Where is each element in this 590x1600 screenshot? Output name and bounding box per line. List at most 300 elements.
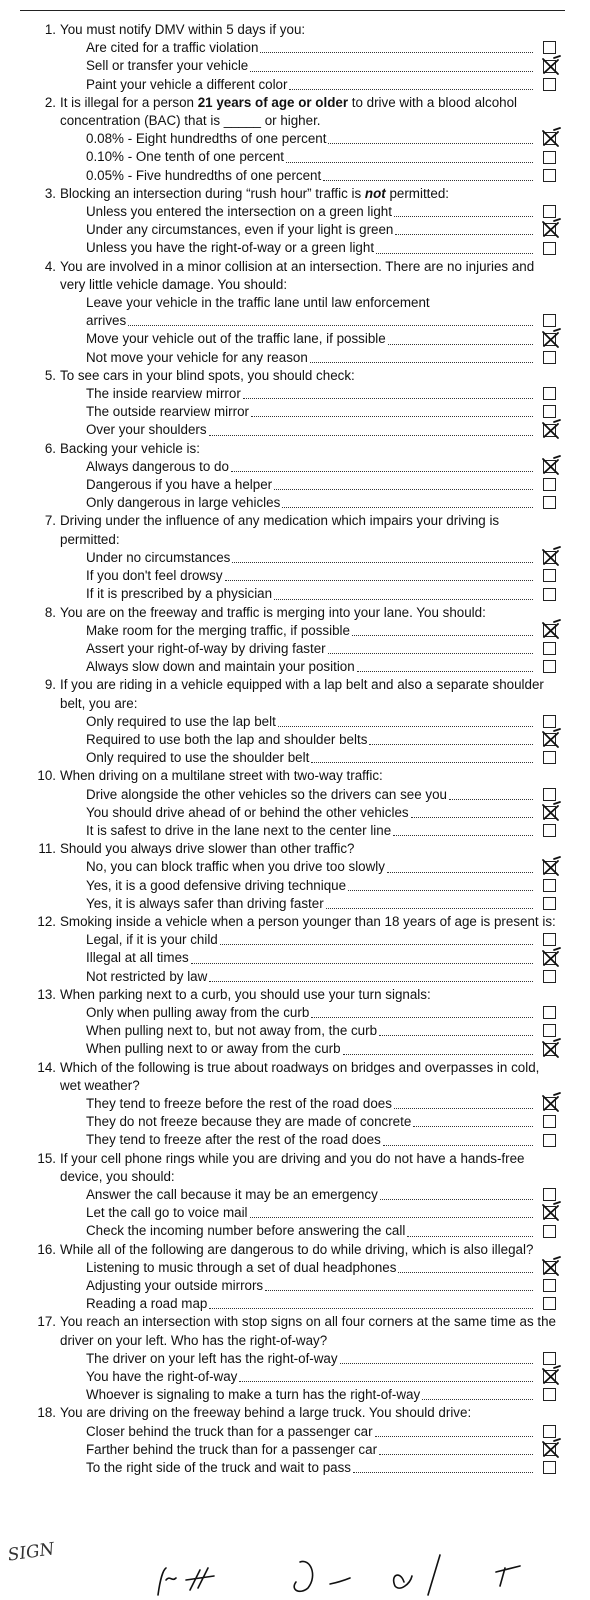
dot-leader: [250, 1216, 533, 1218]
dot-leader: [343, 1053, 533, 1055]
answer-option[interactable]: [86, 1004, 560, 1022]
question-14: [30, 1059, 560, 1150]
checkbox-checked[interactable]: [543, 1097, 556, 1110]
question-text: You reach an intersection with stop signs on all four corners at the same time as the driver on your left. Who has the right-of-way?: [60, 1314, 556, 1348]
question-number: 2.: [44, 94, 56, 110]
dot-leader: [260, 51, 533, 53]
answer-option[interactable]: [86, 585, 560, 603]
answer-option[interactable]: [86, 458, 560, 476]
sign-label: SIGN: [6, 1539, 56, 1566]
check-mark-icon: [540, 419, 562, 441]
checkbox[interactable]: [543, 205, 556, 218]
question-11: [30, 840, 560, 913]
checkbox-checked[interactable]: [543, 223, 556, 236]
checkbox[interactable]: [543, 642, 556, 655]
checkbox-checked[interactable]: [543, 806, 556, 819]
answer-option[interactable]: [86, 1131, 560, 1149]
checkbox[interactable]: [543, 1352, 556, 1365]
answer-label: They tend to freeze after the rest of the road does: [86, 1132, 381, 1148]
checkbox[interactable]: [543, 1388, 556, 1401]
dot-leader: [286, 161, 533, 163]
answer-label: 0.05% - Five hundredths of one percent: [86, 167, 322, 183]
dot-leader: [379, 1034, 533, 1036]
answer-option[interactable]: [86, 968, 560, 986]
checkbox[interactable]: [543, 1134, 556, 1147]
answer-label: You have the right-of-way: [86, 1369, 238, 1385]
answer-option[interactable]: [86, 749, 560, 767]
dot-leader: [243, 397, 533, 399]
check-mark-icon: [540, 218, 562, 240]
checkbox-checked[interactable]: [543, 1370, 556, 1383]
check-mark-icon: [540, 801, 562, 823]
dot-leader: [380, 1198, 533, 1200]
question-text: If you are riding in a vehicle equipped with a lap belt and also a separate shoulder belt, you are:: [60, 677, 544, 711]
question-text: You are on the freeway and traffic is merging into your lane. You should:: [60, 604, 486, 620]
answer-label: They tend to freeze before the rest of the road does: [86, 1095, 392, 1111]
question-text: It is illegal for a person 21 years of age or older to drive with a blood alcohol concentration (BAC) that is _____ or higher.: [60, 94, 518, 129]
answer-option[interactable]: [86, 494, 560, 512]
answer-option[interactable]: [86, 658, 560, 676]
question-3: [30, 185, 560, 258]
dot-leader: [191, 962, 533, 964]
question-text-row: [30, 1059, 560, 1095]
answer-option[interactable]: [86, 57, 560, 75]
dot-leader: [369, 743, 533, 745]
answer-option[interactable]: [86, 549, 560, 567]
answer-label: The driver on your left has the right-of-way: [86, 1350, 338, 1366]
checkbox[interactable]: [543, 1297, 556, 1310]
checkbox[interactable]: [543, 824, 556, 837]
answer-label: Only required to use the lap belt: [86, 713, 276, 729]
answer-label: Always slow down and maintain your position: [86, 659, 355, 675]
checkbox[interactable]: [543, 569, 556, 582]
answer-label: Closer behind the truck than for a passenger car: [86, 1423, 373, 1439]
answer-option[interactable]: [86, 622, 560, 640]
answer-option[interactable]: [86, 385, 560, 403]
dot-leader: [398, 1271, 533, 1273]
answer-option[interactable]: [86, 330, 560, 348]
dot-leader: [232, 561, 533, 563]
answer-label: You should drive ahead of or behind the other vehicles: [86, 804, 409, 820]
answer-option[interactable]: [86, 476, 560, 494]
dot-leader: [395, 233, 533, 235]
check-mark-icon: [540, 728, 562, 750]
answer-option[interactable]: [86, 349, 560, 367]
question-12: [30, 913, 560, 986]
answer-option[interactable]: [86, 1386, 560, 1404]
question-8: [30, 604, 560, 677]
question-text: Which of the following is true about roadways on bridges and overpasses in cold, wet weather?: [60, 1059, 540, 1093]
question-number: 13.: [37, 986, 56, 1002]
checkbox[interactable]: [543, 1425, 556, 1438]
question-text-row: [30, 367, 560, 385]
answer-option[interactable]: [86, 39, 560, 57]
answer-option[interactable]: [86, 1423, 560, 1441]
question-text-row: [30, 1404, 560, 1422]
check-mark-icon: [540, 947, 562, 969]
dot-leader: [251, 415, 533, 417]
dot-leader: [328, 652, 533, 654]
answer-label: Only dangerous in large vehicles: [86, 495, 281, 511]
check-mark-icon: [540, 1201, 562, 1223]
dot-leader: [407, 1235, 533, 1237]
answer-option[interactable]: [86, 1204, 560, 1222]
answer-option[interactable]: [86, 130, 560, 148]
question-number: 10.: [37, 768, 56, 784]
checkbox-checked[interactable]: [543, 460, 556, 473]
answer-option[interactable]: [86, 1113, 560, 1131]
answer-label: Farther behind the truck than for a passenger car: [86, 1441, 378, 1457]
answer-option[interactable]: [86, 1022, 560, 1040]
checkbox-checked[interactable]: [543, 1443, 556, 1456]
question-text-row: [30, 94, 560, 130]
dot-leader: [411, 816, 533, 818]
question-18: [30, 1404, 560, 1477]
question-number: 15.: [37, 1150, 56, 1166]
checkbox[interactable]: [543, 242, 556, 255]
checkbox-checked[interactable]: [543, 861, 556, 874]
answer-label: Adjusting your outside mirrors: [86, 1278, 264, 1294]
answer-label: Only when pulling away from the curb: [86, 1004, 310, 1020]
checkbox[interactable]: [543, 387, 556, 400]
question-text-row: [30, 604, 560, 622]
answer-option[interactable]: [86, 1459, 560, 1477]
answer-label: Move your vehicle out of the traffic lane, if possible: [86, 331, 386, 347]
dot-leader: [274, 598, 533, 600]
answer-label: Legal, if it is your child: [86, 932, 218, 948]
answer-option[interactable]: [86, 1350, 560, 1368]
dot-leader: [209, 434, 533, 436]
check-mark-icon: [540, 1256, 562, 1278]
question-9: [30, 676, 560, 767]
checkbox[interactable]: [543, 970, 556, 983]
answer-label: Answer the call because it may be an emergency: [86, 1187, 378, 1202]
answer-option[interactable]: [86, 203, 560, 221]
check-mark-icon: [540, 619, 562, 641]
dot-leader: [265, 1289, 533, 1291]
answer-label: When pulling next to or away from the curb: [86, 1041, 341, 1057]
answer-option[interactable]: [86, 167, 560, 185]
question-7: [30, 512, 560, 603]
dot-leader: [394, 1107, 533, 1109]
answer-option[interactable]: [86, 1186, 560, 1204]
answer-label: Assert your right-of-way by driving faster: [86, 640, 326, 656]
dot-leader: [376, 252, 533, 254]
checkbox-checked[interactable]: [543, 952, 556, 965]
answer-label: Yes, it is always safer than driving faster: [86, 895, 324, 911]
checkbox[interactable]: [543, 496, 556, 509]
question-text-row: [30, 185, 560, 203]
answer-option[interactable]: [86, 403, 560, 421]
question-number: 5.: [44, 367, 56, 383]
checkbox[interactable]: [543, 1461, 556, 1474]
question-5: [30, 367, 560, 440]
dot-leader: [328, 142, 533, 144]
check-mark-icon: [540, 546, 562, 568]
check-mark-icon: [540, 127, 562, 149]
answer-option[interactable]: [86, 1040, 560, 1058]
dot-leader: [209, 980, 533, 982]
answer-label: Not restricted by law: [86, 968, 208, 984]
checkbox-checked[interactable]: [543, 60, 556, 73]
checkbox-checked[interactable]: [543, 132, 556, 145]
question-number: 11.: [38, 841, 56, 857]
answer-label: Yes, it is a good defensive driving technique: [86, 877, 347, 893]
dot-leader: [383, 1144, 533, 1146]
question-10: [30, 767, 560, 840]
question-text-row: [30, 440, 560, 458]
question-number: 8.: [44, 604, 56, 620]
question-text: If your cell phone rings while you are driving and you do not have a hands-free device, you should:: [60, 1150, 525, 1184]
top-rule: [20, 10, 565, 11]
question-17: [30, 1313, 560, 1404]
dot-leader: [239, 1380, 533, 1382]
question-text-row: [30, 840, 560, 858]
answer-label-continued-row: [86, 312, 560, 330]
question-text: Driving under the influence of any medication which impairs your driving is permitted:: [60, 513, 500, 547]
answer-option[interactable]: [86, 1295, 560, 1313]
checkbox[interactable]: [543, 715, 556, 728]
checkbox-checked[interactable]: [543, 551, 556, 564]
dot-leader: [282, 506, 533, 508]
answer-label: Make room for the merging traffic, if possible: [86, 622, 350, 638]
checkbox[interactable]: [543, 478, 556, 491]
dot-leader: [353, 1471, 533, 1473]
question-text-row: [30, 1241, 560, 1259]
question-text: You are driving on the freeway behind a large truck. You should drive:: [60, 1405, 472, 1421]
checkbox[interactable]: [543, 351, 556, 364]
question-text-row: [30, 1150, 560, 1186]
question-15: [30, 1150, 560, 1241]
answer-option[interactable]: [86, 1095, 560, 1113]
answer-option[interactable]: [86, 949, 560, 967]
answer-label: 0.08% - Eight hundredths of one percent: [86, 131, 327, 147]
answer-option[interactable]: [86, 731, 560, 749]
question-number: 9.: [44, 677, 56, 693]
answer-label: Only required to use the shoulder belt: [86, 750, 310, 766]
answer-option[interactable]: [86, 931, 560, 949]
answer-label: Required to use both the lap and shoulder belts: [86, 731, 368, 747]
answer-label: To the right side of the truck and wait to pass: [86, 1460, 351, 1476]
dot-leader: [231, 470, 533, 472]
answer-label: The outside rearview mirror: [86, 404, 249, 420]
answer-option[interactable]: [86, 421, 560, 439]
check-mark-icon: [540, 1092, 562, 1114]
answer-option[interactable]: [86, 786, 560, 804]
question-number: 12.: [37, 913, 56, 929]
checkbox-checked[interactable]: [543, 333, 556, 346]
checkbox[interactable]: [543, 1279, 556, 1292]
signature-area: [0, 1520, 590, 1600]
answer-label: Not move your vehicle for any reason: [86, 349, 308, 365]
answer-option[interactable]: [86, 822, 560, 840]
dot-leader: [250, 70, 533, 72]
answer-label: Always dangerous to do: [86, 458, 229, 474]
dot-leader: [311, 1016, 533, 1018]
dot-leader: [393, 834, 533, 836]
dot-leader: [278, 725, 533, 727]
answer-label: Dangerous if you have a helper: [86, 477, 273, 493]
answer-label: Check the incoming number before answering the call: [86, 1223, 406, 1239]
answer-option[interactable]: [86, 713, 560, 731]
dot-leader: [326, 907, 533, 909]
dot-leader: [340, 1362, 533, 1364]
checkbox[interactable]: [543, 151, 556, 164]
dot-leader: [379, 1453, 533, 1455]
dot-leader: [225, 579, 533, 581]
dot-leader: [394, 215, 533, 217]
question-text: When parking next to a curb, you should use your turn signals:: [60, 986, 431, 1002]
dot-leader: [357, 670, 533, 672]
checkbox-checked[interactable]: [543, 1043, 556, 1056]
checkbox[interactable]: [543, 879, 556, 892]
question-1: [30, 21, 560, 94]
question-text-row: [30, 986, 560, 1004]
checkbox[interactable]: [543, 405, 556, 418]
question-text: While all of the following are dangerous to do while driving, which is also illegal?: [60, 1241, 534, 1257]
answer-label: Whoever is signaling to make a turn has the right-of-way: [86, 1387, 421, 1403]
checkbox[interactable]: [543, 1225, 556, 1238]
dot-leader: [422, 1398, 533, 1400]
answer-label: Under any circumstances, even if your light is green: [86, 222, 394, 238]
checkbox-checked[interactable]: [543, 733, 556, 746]
checkbox[interactable]: [543, 1115, 556, 1128]
checkbox-checked[interactable]: [543, 1261, 556, 1274]
question-text: Should you always drive slower than other traffic?: [60, 841, 355, 857]
question-text: Blocking an intersection during “rush hour” traffic is not permitted:: [60, 185, 449, 201]
answer-label: If you don't feel drowsy: [86, 568, 223, 584]
answer-label: Illegal at all times: [86, 950, 189, 966]
checkbox[interactable]: [543, 1006, 556, 1019]
check-mark-icon: [540, 55, 562, 77]
answer-option[interactable]: [86, 1222, 560, 1240]
answer-option[interactable]: [86, 1277, 560, 1295]
question-text-row: [30, 767, 560, 785]
question-text-row: [30, 512, 560, 548]
question-text-row: [30, 1313, 560, 1349]
checkbox[interactable]: [543, 1188, 556, 1201]
checkbox[interactable]: [543, 1024, 556, 1037]
dot-leader: [311, 761, 533, 763]
checkbox[interactable]: [543, 314, 556, 327]
question-number: 4.: [44, 258, 56, 274]
checkbox[interactable]: [543, 933, 556, 946]
answer-option[interactable]: [86, 858, 560, 876]
question-number: 1.: [44, 22, 56, 37]
check-mark-icon: [540, 1438, 562, 1460]
question-number: 3.: [44, 185, 56, 201]
answer-option[interactable]: [86, 294, 560, 330]
answer-label: Leave your vehicle in the traffic lane until law enforcement: [86, 295, 430, 311]
dot-leader: [449, 798, 533, 800]
question-number: 6.: [44, 440, 56, 456]
question-list: [30, 21, 560, 1477]
question-number: 7.: [44, 513, 56, 529]
answer-label: Drive alongside the other vehicles so the drivers can see you: [86, 786, 447, 802]
answer-option[interactable]: [86, 239, 560, 257]
answer-option[interactable]: [86, 76, 560, 94]
dot-leader: [274, 488, 533, 490]
answer-option[interactable]: [86, 1441, 560, 1459]
checkbox-checked[interactable]: [543, 424, 556, 437]
answer-label: Unless you entered the intersection on a green light: [86, 204, 392, 220]
dot-leader: [352, 634, 533, 636]
question-text: You are involved in a minor collision at an intersection. There are no injuries and very little vehicle damage. You should:: [60, 258, 535, 292]
check-mark-icon: [540, 455, 562, 477]
checkbox[interactable]: [543, 788, 556, 801]
check-mark-icon: [540, 1365, 562, 1387]
check-mark-icon: [540, 856, 562, 878]
answer-option[interactable]: [86, 804, 560, 822]
answer-label: Listening to music through a set of dual headphones: [86, 1259, 397, 1275]
answer-option[interactable]: [86, 221, 560, 239]
answer-option[interactable]: [86, 877, 560, 895]
checkbox[interactable]: [543, 41, 556, 54]
checkbox-checked[interactable]: [543, 1206, 556, 1219]
dot-leader: [323, 179, 533, 181]
dot-leader: [375, 1435, 533, 1437]
answer-label: It is safest to drive in the lane next to the center line: [86, 822, 392, 838]
question-number: 17.: [37, 1314, 56, 1330]
question-text-row: [30, 258, 560, 294]
answer-label: Let the call go to voice mail: [86, 1205, 248, 1221]
checkbox[interactable]: [543, 78, 556, 91]
answer-label: Under no circumstances: [86, 549, 231, 565]
answer-label: They do not freeze because they are made of concrete: [86, 1114, 412, 1130]
checkbox-checked[interactable]: [543, 624, 556, 637]
dot-leader: [348, 889, 533, 891]
question-4: [30, 258, 560, 367]
dot-leader: [220, 943, 533, 945]
answer-label: Sell or transfer your vehicle: [86, 58, 249, 74]
answer-option[interactable]: [86, 1368, 560, 1386]
question-text: Backing your vehicle is:: [60, 440, 200, 456]
question-6: [30, 440, 560, 513]
answer-label: The inside rearview mirror: [86, 386, 241, 402]
question-number: 14.: [37, 1059, 56, 1075]
question-number: 18.: [37, 1405, 56, 1421]
answer-label: 0.10% - One tenth of one percent: [86, 149, 285, 165]
answer-option[interactable]: [86, 895, 560, 913]
answer-option[interactable]: [86, 567, 560, 585]
answer-label: If it is prescribed by a physician: [86, 586, 273, 602]
checkbox[interactable]: [543, 897, 556, 910]
question-text-row: [30, 21, 560, 39]
answer-option[interactable]: [86, 1259, 560, 1277]
question-16: [30, 1241, 560, 1314]
answer-option[interactable]: [86, 640, 560, 658]
answer-label: When pulling next to, but not away from, the curb: [86, 1023, 378, 1039]
dot-leader: [413, 1125, 533, 1127]
question-text: You must notify DMV within 5 days if you:: [60, 22, 306, 37]
checkbox[interactable]: [543, 751, 556, 764]
answer-option[interactable]: [86, 148, 560, 166]
checkbox[interactable]: [543, 588, 556, 601]
checkbox[interactable]: [543, 169, 556, 182]
dot-leader: [387, 871, 533, 873]
checkbox[interactable]: [543, 660, 556, 673]
dot-leader: [310, 361, 533, 363]
check-mark-icon: [540, 1038, 562, 1060]
question-13: [30, 986, 560, 1059]
answer-label: Reading a road map: [86, 1296, 208, 1312]
answer-label-continued: arrives: [86, 313, 127, 329]
question-text: When driving on a multilane street with two-way traffic:: [60, 768, 383, 784]
question-text: To see cars in your blind spots, you should check:: [60, 367, 355, 383]
question-text-row: [30, 913, 560, 931]
answer-label: Are cited for a traffic violation: [86, 40, 259, 56]
answer-label: Paint your vehicle a different color: [86, 76, 288, 92]
